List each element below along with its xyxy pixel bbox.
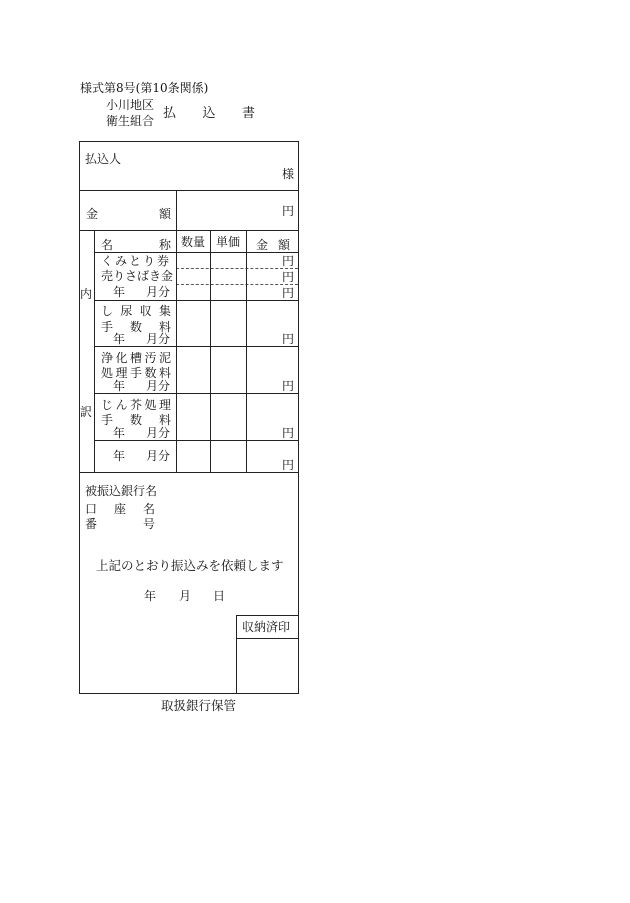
item-char: 浄 <box>101 351 114 365</box>
column-header-char: 金 <box>256 238 269 252</box>
form-title <box>163 107 255 120</box>
amount-label-char: 額 <box>158 207 171 221</box>
column-header-char: 称 <box>158 238 171 252</box>
item-char: ん <box>115 398 128 412</box>
yen-label: 円 <box>282 286 295 300</box>
form-title-char: 払 <box>163 106 177 121</box>
item-char: 槽 <box>129 351 142 365</box>
item-char: じ <box>101 398 114 412</box>
month-label: 月分 <box>146 379 171 393</box>
year-label: 年 <box>113 426 126 440</box>
year-label: 年 <box>113 449 126 463</box>
item-label <box>101 302 171 319</box>
org-name-line2: 衛生組合 <box>106 114 155 128</box>
account-number-char: 番 <box>85 517 98 531</box>
item-char: し <box>101 304 114 318</box>
item-char: 芥 <box>129 398 142 412</box>
org-name-line1: 小川地区 <box>106 98 155 112</box>
stamp-area[interactable] <box>237 639 298 693</box>
item-char: 手 <box>101 320 114 334</box>
stamp-label: 収納済印 <box>242 620 291 634</box>
item-char: 理 <box>158 398 171 412</box>
item-char: 料 <box>158 320 171 334</box>
column-header-char: 名 <box>101 238 114 252</box>
column-header-char: 額 <box>277 238 290 252</box>
item-char: 数 <box>129 413 142 427</box>
amount-label-char: 金 <box>86 207 99 221</box>
date-year-label: 年 <box>144 589 157 603</box>
item-label: くみとり券 <box>101 254 172 268</box>
bank-name-label: 被振込銀行名 <box>85 484 158 498</box>
item-label: 売りさばき金 <box>101 269 174 283</box>
request-text: 上記のとおり振込みを依頼します <box>96 558 284 573</box>
form-title-char: 書 <box>241 106 255 121</box>
form-reference: (第10条関係) <box>135 81 209 95</box>
year-label: 年 <box>113 285 126 299</box>
item-char: 汚 <box>144 351 157 365</box>
account-name-char: 名 <box>142 502 155 516</box>
account-number-char: 号 <box>142 517 155 531</box>
item-char: 泥 <box>158 351 171 365</box>
yen-label: 円 <box>282 332 295 346</box>
column-header-qty: 数量 <box>181 235 206 249</box>
amount-label <box>86 205 171 222</box>
amount-unit: 円 <box>282 204 295 218</box>
item-char: 化 <box>115 351 128 365</box>
year-label: 年 <box>113 379 126 393</box>
date-month-label: 月 <box>179 589 192 603</box>
item-char: 手 <box>129 366 142 380</box>
yen-label: 円 <box>282 379 295 393</box>
item-char: 処 <box>144 398 157 412</box>
form-title-char: 込 <box>202 106 216 121</box>
footer-note: 取扱銀行保管 <box>161 698 237 713</box>
payer-suffix: 様 <box>282 167 295 181</box>
item-char: 処 <box>101 366 114 380</box>
month-label: 月分 <box>146 285 171 299</box>
account-name-char: 座 <box>113 502 126 516</box>
month-label: 月分 <box>146 332 171 346</box>
yen-label: 円 <box>282 426 295 440</box>
item-char: 手 <box>101 413 114 427</box>
item-char: 尿 <box>120 304 133 318</box>
yen-label: 円 <box>282 458 295 472</box>
item-char: 収 <box>139 304 152 318</box>
date-day-label: 日 <box>213 589 226 603</box>
form-number-text: 様式第8号 <box>80 81 136 95</box>
month-label: 月分 <box>146 449 171 463</box>
column-header-amount <box>256 236 290 253</box>
form-number <box>80 82 208 94</box>
details-label-bottom: 訳 <box>80 405 93 419</box>
yen-label: 円 <box>282 270 295 284</box>
account-name-char: 口 <box>85 502 98 516</box>
year-label: 年 <box>113 332 126 346</box>
payer-label: 払込人 <box>85 152 122 166</box>
item-char: 集 <box>158 304 171 318</box>
item-char: 料 <box>158 413 171 427</box>
month-label: 月分 <box>146 426 171 440</box>
column-header-unit-price: 単価 <box>216 235 241 249</box>
item-char: 料 <box>158 366 171 380</box>
item-char: 数 <box>144 366 157 380</box>
item-char: 理 <box>115 366 128 380</box>
yen-label: 円 <box>282 254 295 268</box>
column-header-name <box>101 236 171 253</box>
details-label-top: 内 <box>80 287 93 301</box>
item-char: 数 <box>129 320 142 334</box>
account-number-label <box>85 515 155 532</box>
